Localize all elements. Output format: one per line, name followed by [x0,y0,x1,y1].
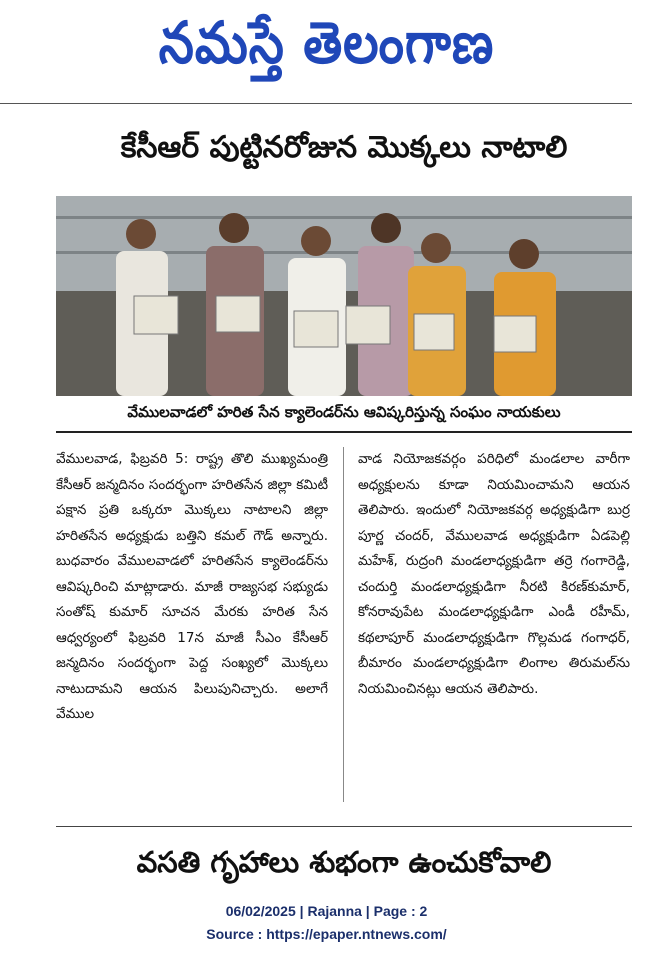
article-divider [56,826,632,827]
footer [0,900,653,946]
footer-source-link[interactable]: Source : https://epaper.ntnews.com/ [206,926,447,942]
article-photo [56,196,632,396]
article-body-left-column: వేములవాడ, ఫిబ్రవరి 5: రాష్ట్ర తొలి ముఖ్యమంత్రి కేసీఆర్ జన్మదినం సందర్భంగా హరితసేన జిల్లా కమిటీ పక్షాన ప్రతి ఒక్కరూ మొక్కలు నాటాలని జిల్లా హరితసేన అధ్యక్షుడు బత్తిని కమల్ గౌడ్ అన్నారు. బుధవారం వేములవాడలో హరితసేన క్యాలెండర్‌ను ఆవిష్కరించి మాట్లాడారు. మాజీ రాజ్యసభ సభ్యుడు సంతోష్ కుమార్ సూచన మేరకు హరిత సేన ఆధ్వర్యంలో ఫిబ్రవరి 17న మాజీ సీఎం కేసీఆర్ జన్మదినం సందర్భంగా పెద్ద సంఖ్యలో మొక్కలు నాటుదామని ఆయన పిలుపునిచ్చారు. అలాగే వేముల [56,451,328,722]
masthead-divider [0,103,632,104]
article-headline: కేసీఆర్ పుట్టినరోజున మొక్కలు నాటాలి [120,130,568,165]
column-divider [343,447,344,802]
footer-date-edition: 06/02/2025 | Rajanna | Page : 2 [225,903,428,919]
masthead-title: నమస్తే తెలంగాణ [158,8,495,77]
photo-caption: వేములవాడలో హరిత సేన క్యాలెండర్‌ను ఆవిష్కరిస్తున్న సంఘం నాయకులు [127,403,561,421]
caption-divider [56,431,632,433]
photo-illustration [56,196,632,396]
next-article-headline: వసతి గృహాలు శుభంగా ఉంచుకోవాలి [136,845,552,879]
article-body-right-column: వాడ నియోజకవర్గం పరిధిలో మండలాల వారీగా అధ్యక్షులను కూడా నియమించామని ఆయన తెలిపారు. ఇందులో నియోజకవర్గ అధ్యక్షుడిగా బుర్ర పూర్ణ చందర్, వేములవాడ అధ్యక్షుడిగా ఏడపెల్లి మహేశ్, రుద్రంగి మండలాధ్యక్షుడిగా తర్రె గంగారెడ్డి, చందుర్తి మండలాధ్యక్షుడిగా నీరటి కిరణ్‌కుమార్, కోనరావుపేట మండలాధ్యక్షుడిగా ఎండీ రహీమ్, కథలాపూర్ మండలాధ్యక్షుడిగా గొల్లమడ గంగాధర్, బీమారం మండలాధ్యక్షుడిగా లింగాల తిరుమల్‌ను నియమించినట్లు ఆయన తెలిపారు. [358,451,630,697]
masthead [0,0,653,100]
